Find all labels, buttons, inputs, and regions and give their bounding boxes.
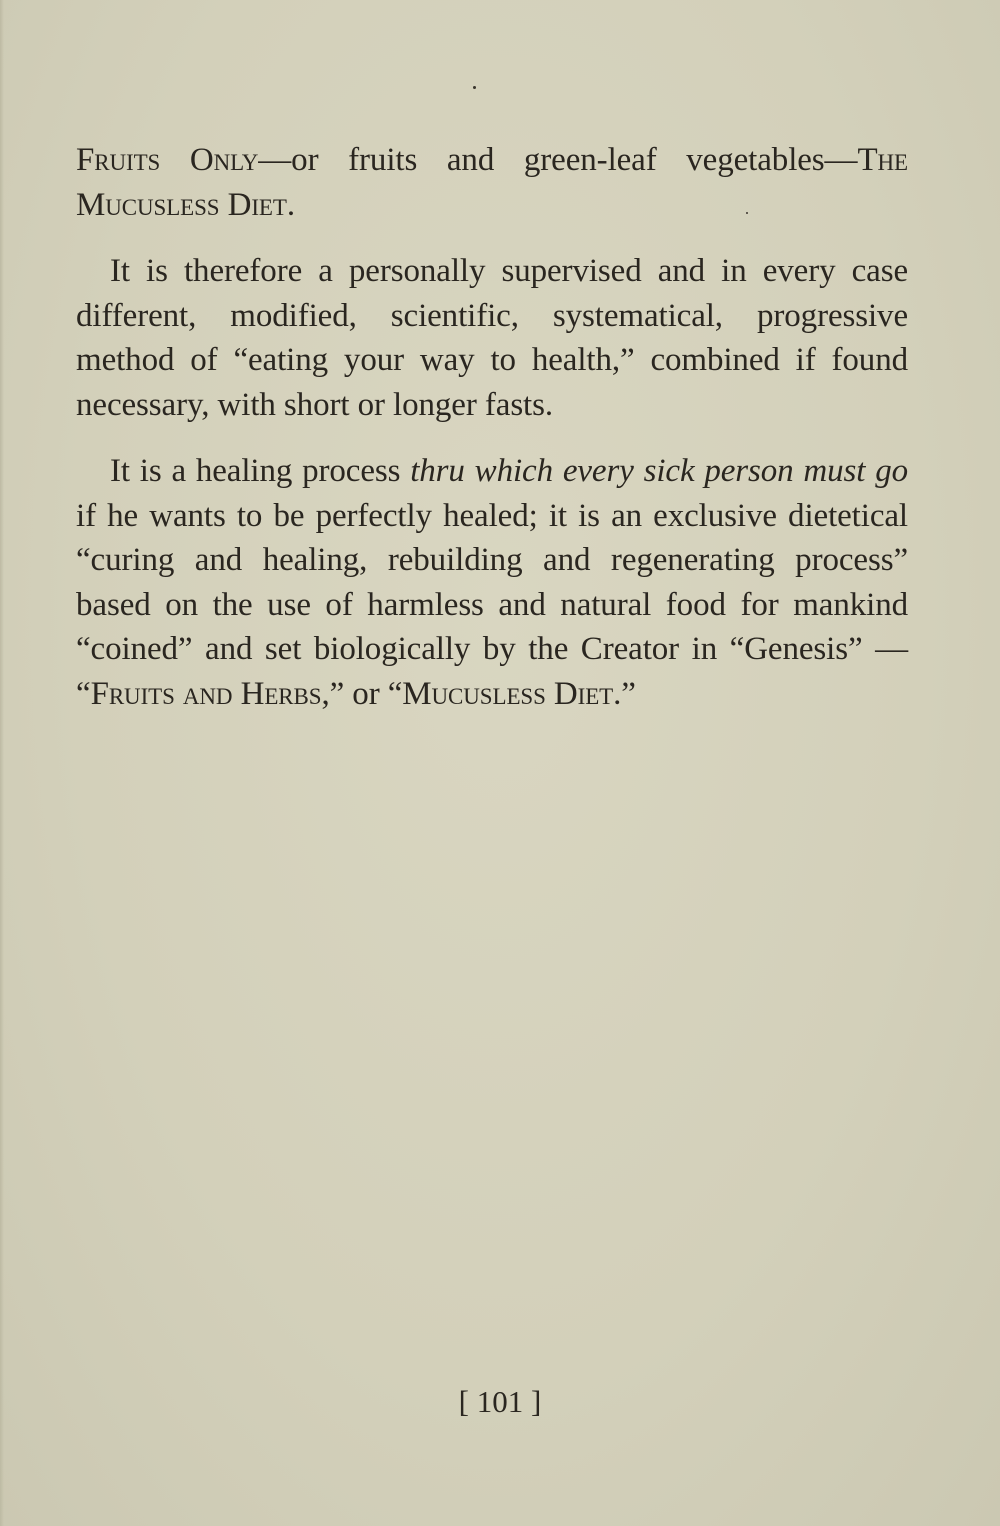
body-text <box>76 138 908 716</box>
paragraph-text: if he wants to be perfectly healed; it is an exclusive dietetical “curing and healing, rebuilding and regenerating process” based on the use of harmless and natural food for mankind “coined” and set biologically by the Creator in “Genesis” — “ <box>76 497 908 712</box>
small-caps-phrase: Fruits Only <box>76 142 259 178</box>
paragraph-text: . <box>286 186 295 223</box>
small-caps-phrase: Fruits and Herbs <box>90 675 322 712</box>
paragraph-1 <box>76 138 908 227</box>
paragraph-text: It is a healing process <box>110 453 411 489</box>
paragraph-text: —or fruits and green-leaf vegetables— <box>258 142 858 178</box>
paragraph-text: .” <box>613 675 636 712</box>
page-number: [ 101 ] <box>458 1384 542 1419</box>
page-edge-shadow <box>0 0 4 1526</box>
italic-phrase: thru which every sick person must go <box>410 453 908 489</box>
paragraph-3 <box>76 449 908 716</box>
print-speck <box>473 86 476 89</box>
small-caps-phrase: Mucusless Diet <box>402 675 614 712</box>
paragraph-2: It is therefore a personally supervised and in every case different, modified, scientific, systematical, progressive method of “eating your way to health,” combined if found necessary, with short or longer fasts. <box>76 253 908 423</box>
small-caps-phrase: The Mucusless Diet <box>76 142 908 223</box>
paragraph-text: ,” or “ <box>321 675 403 712</box>
